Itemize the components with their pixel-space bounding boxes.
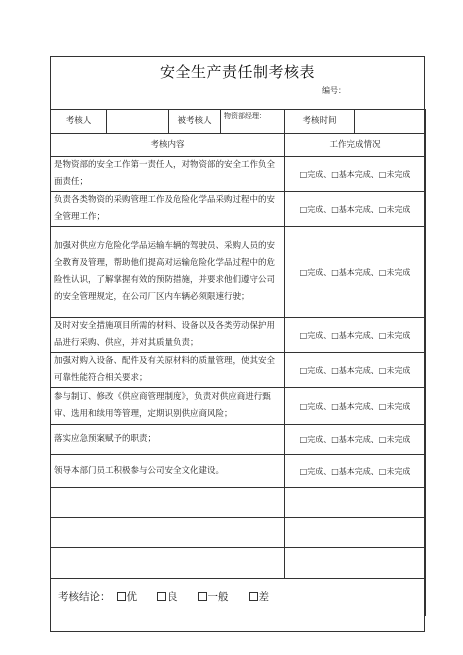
blank-row [51, 548, 426, 579]
item-status[interactable]: □完成、□基本完成、□未完成 [285, 353, 426, 388]
checkbox-icon[interactable] [117, 592, 126, 601]
time-field[interactable] [355, 110, 426, 134]
item-content: 落实应急预案赋予的职责； [51, 425, 285, 455]
conclusion-option-label: 良 [167, 590, 178, 603]
assessee-label: 被考核人 [169, 110, 221, 134]
item-content: 负责各类物资的采购管理工作及危险化学品采购过程中的安全管理工作； [51, 192, 285, 227]
item-content: 领导本部门员工积极参与公司安全文化建设。 [51, 455, 285, 488]
status-header: 工作完成情况 [285, 134, 426, 157]
conclusion-option-label: 一般 [207, 590, 229, 603]
conclusion-option[interactable] [117, 589, 138, 606]
item-row [51, 318, 426, 353]
serial-label: 编号： [322, 86, 346, 95]
item-content: 加强对购入设备、配件及有关原材料的质量管理，使其安全可靠性能符合相关要求； [51, 353, 285, 388]
item-status[interactable]: □完成、□基本完成、□未完成 [285, 455, 426, 488]
item-status[interactable]: □完成、□基本完成、□未完成 [285, 388, 426, 425]
assessor-label: 考核人 [51, 110, 107, 134]
checkbox-icon[interactable] [249, 592, 258, 601]
item-row [51, 157, 426, 192]
item-row [51, 227, 426, 318]
item-row [51, 425, 426, 455]
item-row [51, 388, 426, 425]
blank-status-cell[interactable] [285, 548, 426, 579]
blank-row [51, 518, 426, 548]
info-row [51, 110, 426, 134]
conclusion-option[interactable] [249, 589, 270, 606]
item-status[interactable]: □完成、□基本完成、□未完成 [285, 227, 426, 318]
item-status[interactable]: □完成、□基本完成、□未完成 [285, 425, 426, 455]
item-status[interactable]: □完成、□基本完成、□未完成 [285, 192, 426, 227]
conclusion-label: 考核结论： [58, 590, 111, 603]
conclusion-option[interactable] [157, 589, 178, 606]
content-header: 考核内容 [51, 134, 285, 157]
item-status[interactable]: □完成、□基本完成、□未完成 [285, 157, 426, 192]
blank-content-cell[interactable] [51, 488, 285, 518]
form-title: 安全生产责任制考核表 [159, 63, 315, 81]
blank-content-cell[interactable] [51, 548, 285, 579]
checkbox-icon[interactable] [157, 592, 166, 601]
item-content: 是物资部的安全工作第一责任人，对物资部的安全工作负全面责任； [51, 157, 285, 192]
blank-status-cell[interactable] [285, 488, 426, 518]
serial-number-label [322, 85, 366, 96]
blank-status-cell[interactable] [285, 518, 426, 548]
manager-label: 物资部经理： [221, 110, 285, 134]
item-row [51, 455, 426, 488]
blank-content-cell[interactable] [51, 518, 285, 548]
assessment-form [50, 56, 425, 632]
time-label: 考核时间 [285, 110, 355, 134]
conclusion-option-label: 差 [258, 590, 269, 603]
item-content: 参与制订、修改《供应商管理制度》，负责对供应商进行甄审、选用和续用等管理，定期识别供应商风险； [51, 388, 285, 425]
header-row [51, 134, 426, 157]
item-row [51, 353, 426, 388]
conclusion-option-label: 优 [126, 590, 137, 603]
item-content: 及时对安全措施项目所需的材料、设备以及各类劳动保护用品进行采购、供应，并对其质量负责； [51, 318, 285, 353]
conclusion-option[interactable] [198, 589, 229, 606]
assessor-field[interactable] [107, 110, 169, 134]
conclusion-row [51, 579, 426, 616]
conclusion-cell [51, 579, 426, 616]
item-content: 加强对供应方危险化学品运输车辆的驾驶员、采购人员的安全教育及管理，帮助他们提高对运输危险化学品过程中的危险性认识，了解掌握有效的预防措施，并要求他们遵守公司的安全管理规定，在公司厂区内车辆必须限速行驶； [51, 227, 285, 318]
blank-row [51, 488, 426, 518]
assessment-table [50, 109, 426, 616]
item-row [51, 192, 426, 227]
checkbox-icon[interactable] [198, 592, 207, 601]
item-status[interactable]: □完成、□基本完成、□未完成 [285, 318, 426, 353]
